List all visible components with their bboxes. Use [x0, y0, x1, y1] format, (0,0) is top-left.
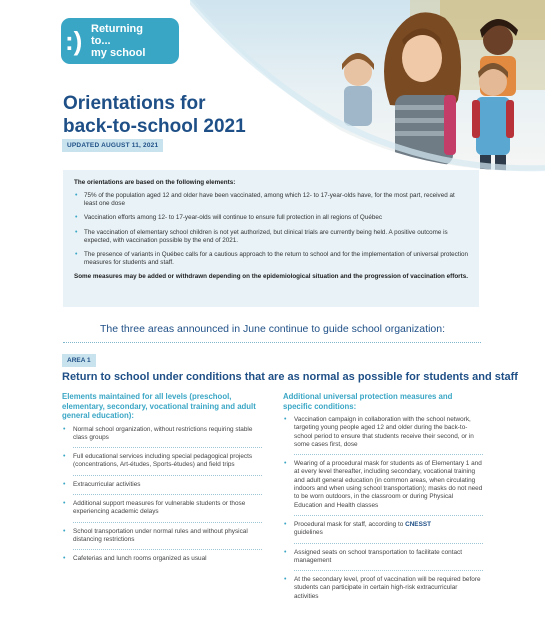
left-column	[62, 392, 262, 568]
area-title: Return to school under conditions that are as normal as possible for students and staff	[62, 371, 518, 383]
list-item: • Normal school organization, without restrictions requiring stable class groups	[62, 426, 262, 443]
list-item: • Vaccination efforts among 12- to 17-year-olds will continue to ensure full protection in all regions of Québec	[74, 214, 468, 222]
orientations-box	[63, 170, 479, 307]
list-item: • The vaccination of elementary school children is not yet authorized, but clinical trials are currently being held. A positive outcome is expected, with vaccination possible by the end of 2021.	[74, 229, 468, 245]
list-item: • 75% of the population aged 12 and older have been vaccinated, among which 12- to 17-year-olds have, for the most part, received at least one dose	[74, 192, 468, 208]
list-item: • Extracurricular activities	[62, 481, 262, 489]
title-line-2: back-to-school 2021	[63, 116, 246, 137]
logo	[61, 18, 179, 64]
list-item: • Cafeterias and lunch rooms organized as usual	[62, 555, 262, 563]
list-item: • At the secondary level, proof of vaccination will be required before students can participate in certain high-risk extracurricular activities	[283, 576, 483, 601]
right-column	[283, 392, 483, 606]
right-column-title: Additional universal protection measures and specific conditions:	[283, 392, 453, 411]
list-item: • Assigned seats on school transportation to facilitate contact management	[283, 549, 483, 566]
hero-photo	[190, 0, 545, 175]
list-item: • School transportation under normal rules and without physical distancing restrictions	[62, 528, 262, 545]
staff-mask-text: Procedural mask for staff, according to	[294, 520, 404, 528]
updated-badge: UPDATED AUGUST 11, 2021	[62, 139, 163, 152]
left-list	[62, 426, 262, 564]
box-list	[74, 192, 468, 267]
title-line-1: Orientations for	[63, 93, 206, 114]
list-item: • Full educational services including special pedagogical projects (concentrations, Art-études, Sports-études) and field trips	[62, 453, 262, 470]
three-areas-heading: The three areas announced in June continue to guide school organization:	[100, 323, 445, 335]
list-item: • Wearing of a procedural mask for students as of Elementary 1 and at every level thereafter, including secondary, vocational training and adult general education (in common areas, when circulating indoors and when using school transportation); masks do not need to be worn outdoors, in the classroom or during Physical Education and Health classes	[283, 460, 483, 510]
left-column-title: Elements maintained for all levels (preschool, elementary, secondary, vocational training and adult general education):	[62, 392, 256, 420]
right-list	[283, 416, 483, 601]
box-outro: Some measures may be added or withdrawn depending on the epidemiological situation and the progression of vaccination efforts.	[74, 273, 468, 281]
students-illustration	[190, 0, 545, 175]
logo-line-3: my school	[91, 47, 146, 59]
smiley-icon: :)	[65, 26, 83, 56]
list-item: • Vaccination campaign in collaboration with the school network, targeting young people aged 12 and older during the back-to-school period to ensure that students receive their second, or in some cases first, dose	[283, 416, 483, 449]
cnesst-link[interactable]: CNESST	[405, 520, 431, 528]
divider	[63, 342, 481, 343]
list-item	[283, 521, 483, 538]
logo-text	[91, 23, 145, 59]
area-badge: AREA 1	[62, 354, 96, 367]
logo-line-1: Returning	[91, 23, 143, 35]
guidelines-text: guidelines	[294, 529, 323, 537]
list-item: • Additional support measures for vulnerable students or those experiencing academic delays	[62, 500, 262, 517]
list-item: • The presence of variants in Québec calls for a cautious approach to the return to school and for the implementation of universal protection measures for students and staff.	[74, 251, 468, 267]
page-title	[63, 92, 246, 138]
box-intro: The orientations are based on the following elements:	[74, 179, 236, 186]
logo-line-2: to...	[91, 35, 111, 47]
